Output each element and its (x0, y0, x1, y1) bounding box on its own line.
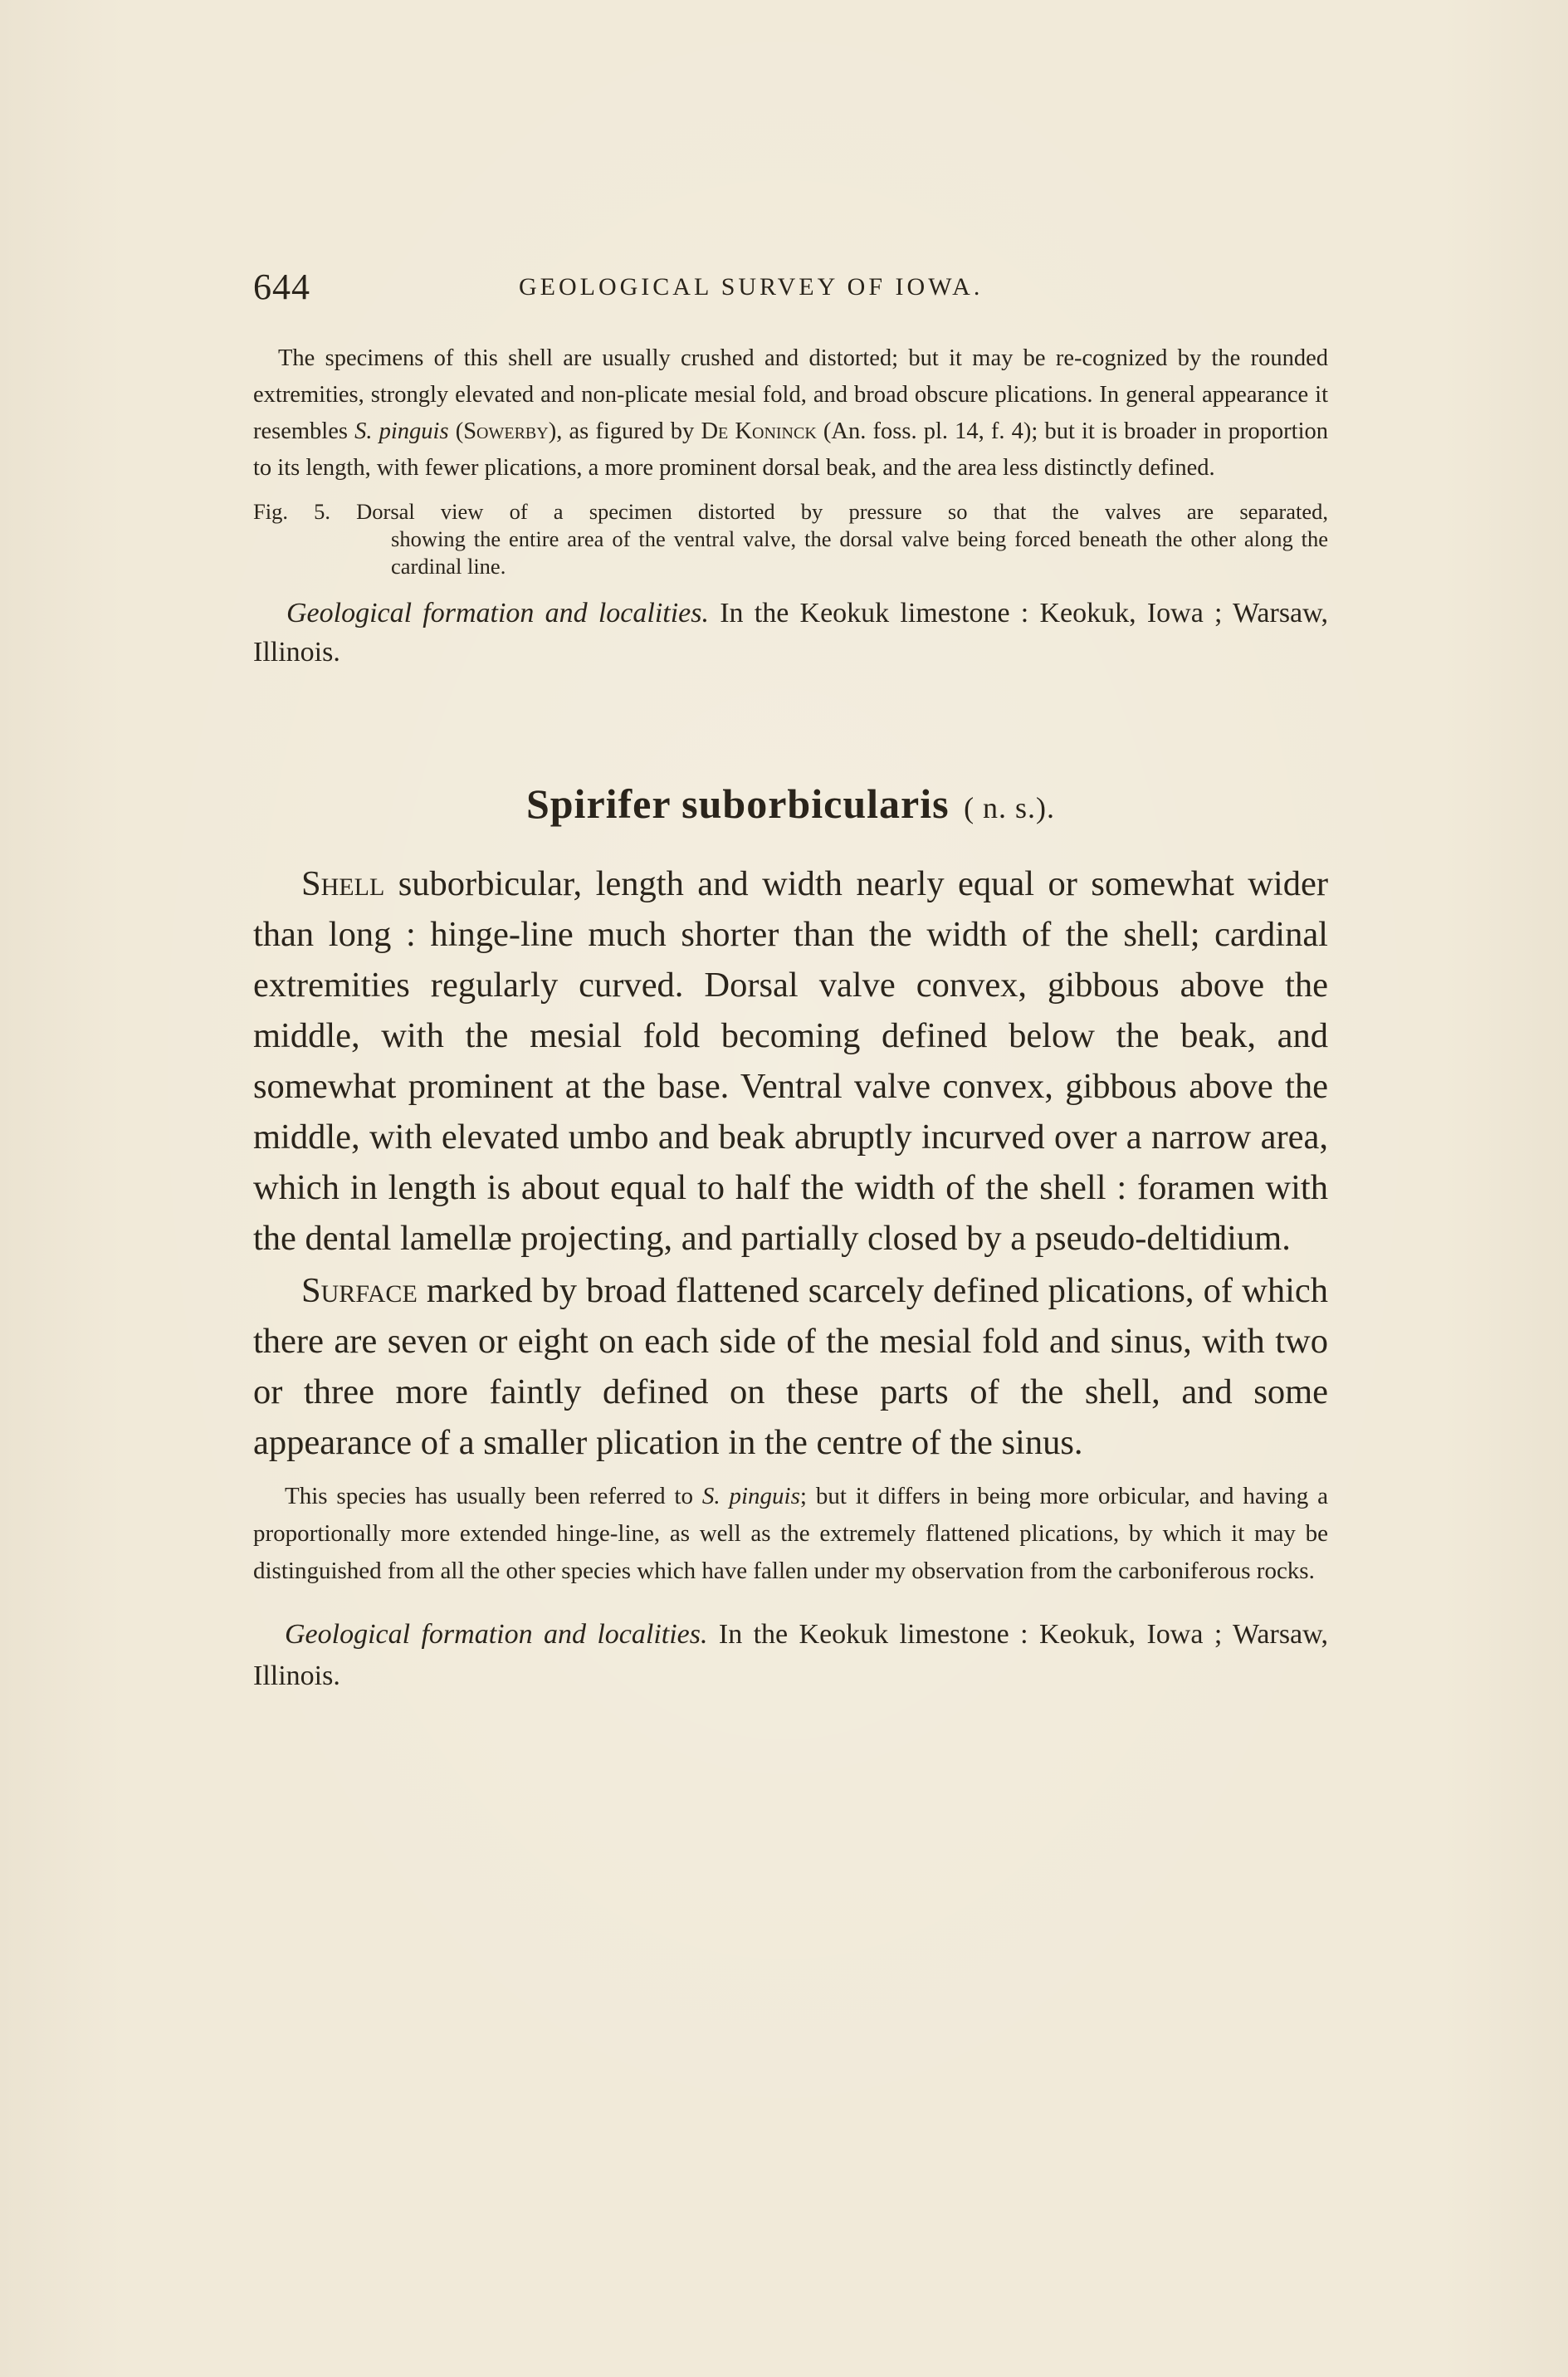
figure-caption-line1: Fig. 5. Dorsal view of a specimen distorted by pressure so that the valves are separated, (253, 499, 1328, 524)
shell-text: suborbicular, length and width nearly equal or somewhat wider than long : hinge-line much shorter than the width of the shell; cardinal extremities regularly curved. Dorsal valve convex, gibbous above the middle, with the mesial fold becoming defined below the beak, and somewhat prominent at the base. Ventral valve convex, gibbous above the middle, with elevated umbo and beak abruptly incurved over a narrow area, which in length is about equal to half the width of the shell : foramen with the dental lamellæ projecting, and partially closed by a pseudo-deltidium. (253, 864, 1328, 1258)
note-text-a: This species has usually been referred to (285, 1483, 702, 1509)
shell-description (253, 858, 1328, 1264)
intro-species-name: S. pinguis (354, 418, 449, 444)
locality-text-1: In the Keokuk limestone : Keokuk, Iowa ; Warsaw, Illinois. (253, 598, 1328, 668)
comparison-note (253, 1478, 1328, 1590)
page-number: 644 (253, 267, 310, 307)
locality-label-2: Geological formation and localities. (285, 1619, 708, 1650)
species-heading (253, 775, 1328, 837)
surface-label: Surface (301, 1271, 418, 1310)
locality-paragraph-2 (253, 1614, 1328, 1697)
species-author: ( n. s.). (964, 791, 1056, 824)
figure-caption (253, 498, 1328, 580)
note-text-b: ; but it differs in being more orbicular, and having a proportionally more extended hinge-line, as well as the extremely flattened plications, by which it may be distinguished from all the other species which have fallen under my observation from the carboniferous rocks. (253, 1483, 1328, 1584)
locality-label-1: Geological formation and localities. (286, 598, 709, 628)
shell-label: Shell (301, 864, 385, 903)
intro-text-d: (An. foss. pl. 14, f. 4); but it is broader in proportion to its length, with fewer plications, a more prominent dorsal beak, and the area less distinctly defined. (253, 418, 1328, 481)
note-species-name: S. pinguis (701, 1483, 800, 1509)
intro-text-a: The specimens of this shell are usually crushed and distorted; but it may be re-cognized by the rounded extremities, strongly elevated and non-plicate mesial fold, and broad obscure plications. In general appearance it resembles (253, 345, 1328, 444)
intro-text-c: ), as figured by (548, 418, 701, 444)
species-name: Spirifer suborbicularis (525, 780, 950, 827)
surface-text: marked by broad flattened scarcely defined plications, of which there are seven or eight on each side of the mesial fold and sinus, with two or three more faintly defined on these parts of the shell, and some appearance of a smaller plication in the centre of the sinus. (253, 1271, 1328, 1462)
figure-caption-continuation: showing the entire area of the ventral valve, the dorsal valve being forced beneath the other along the cardinal line. (391, 526, 1328, 579)
intro-text-b: ( (448, 418, 464, 444)
intro-author-de-koninck: De Koninck (701, 418, 817, 444)
locality-paragraph-1 (253, 594, 1328, 672)
intro-paragraph (253, 340, 1328, 487)
page-content (253, 340, 1328, 1725)
surface-description (253, 1265, 1328, 1468)
running-head (253, 266, 1328, 307)
intro-author-sowerby: Sowerby (463, 418, 549, 444)
running-title: GEOLOGICAL SURVEY OF IOWA. (519, 273, 984, 301)
locality-text-2: In the Keokuk limestone : Keokuk, Iowa ; Warsaw, Illinois. (253, 1619, 1328, 1691)
